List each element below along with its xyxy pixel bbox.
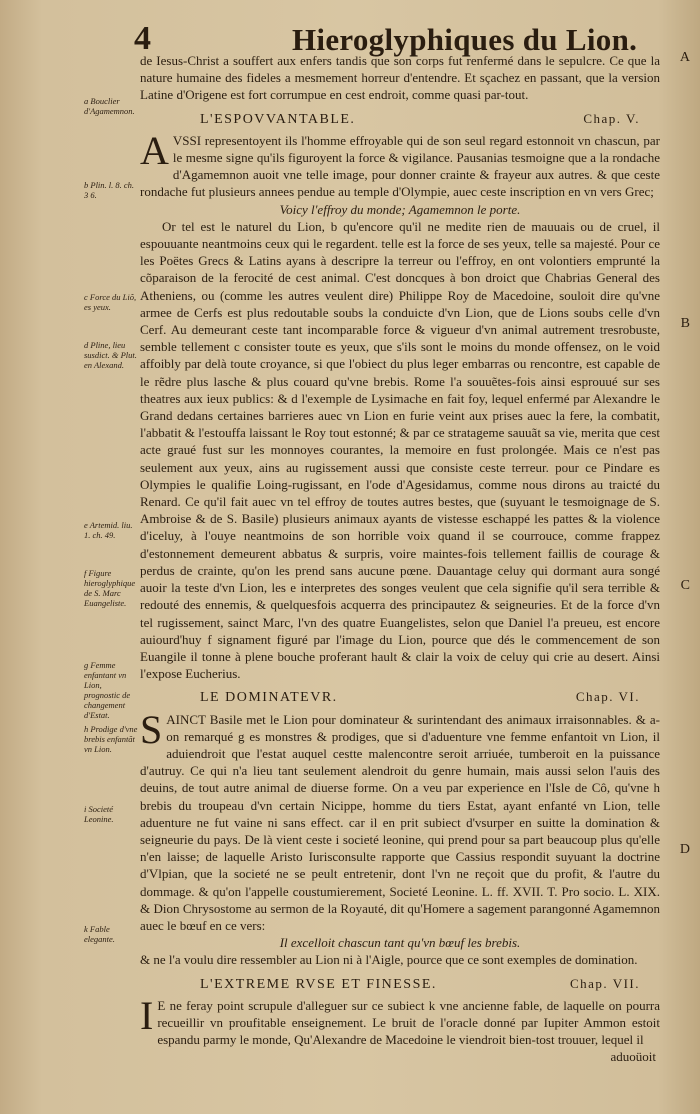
running-title: Hieroglyphiques du Lion. <box>292 22 638 57</box>
chapter-paragraph: & ne l'a voulu dire ressembler au Lion ni à l'Aigle, pource que ce sont exemples de domination. <box>140 952 638 968</box>
chapter-heading <box>140 688 660 706</box>
margin-letter-d: D <box>679 842 690 857</box>
margin-note: a Bouclier d'Agamemnon. <box>84 96 135 116</box>
margin-letter-c: C <box>680 578 690 593</box>
catchword: aduoüoit <box>610 1049 656 1065</box>
chapter-number: Chap. VI. <box>575 689 640 705</box>
chapter-title: L'ESPOVVANTABLE. <box>200 111 356 127</box>
paragraph-text: VSSI representoyent ils l'homme effroyable qui de son seul regard estonnoit vn chascun, par le mesme signe qu'ils figuroyent la force & vigilance. Pausanias tesmoigne que a la rondache d'Agamemnon auoit vne telle image, pour donner crainte & frayeur aux autres. & que ceste rondache fut plusieurs annees pendue au temple d'Olympie, auec ceste inscription en vn vers Grec; <box>140 132 660 200</box>
margin-note: i Societé Leonine. <box>84 804 114 824</box>
chapter-paragraph <box>140 127 660 201</box>
chapter-title: LE DOMINATEVR. <box>200 690 338 706</box>
chapter-number: Chap. V. <box>583 110 640 126</box>
intro-paragraph: de Iesus-Christ a souffert aux enfers tandis que son corps fut renfermé dans le sepulcre. Ce que la nature humaine des fideles a mesmement horreur d'entendre. Et sçachez en passant, que la version Latine d'Origene est fort corrumpue en cest endroit, comme quasi par-tout. <box>140 53 660 103</box>
drop-cap: S <box>140 706 163 752</box>
page-number: 4 <box>134 20 151 57</box>
page-header <box>130 14 680 57</box>
chapter-paragraph: Or tel est le naturel du Lion, b qu'encore qu'il ne medite rien de mauuais ou de cruel, il espouuante neantmoins ceux qui le regardent. telle est la force de ses yeux, telle sa majesté. Pour ce les Poëtes Grecs & Latins ayans à descripre la terreur ou l'effroy, en ont volontiers emprunté la cõparaison de la ferocité de cest animal. C'est doncques à bon droict que Chabrias General des Atheniens, ou (comme les autres veulent dire) Philippe Roy de Macedoine, souloit dire qu'vne armee de Cerfs est plus redoutable soubs la conduicte d'vn Lion, que de Lions soubs celle d'vn Cerf. Au demeurant ceste tant incomparable force & vigueur d'vn animal autrement tresrobuste, semble tellement c consister toute es yeux, que s'ils sont le moins du monde offensez, on le void affoibly par delà toute croyance, si que l'obiect du plus leger embarras ou rencontre, est capable de le rẽdre plus lasche & plus couard qu'vne brebis. Rome l'a souuẽtes-fois ainsi esprouué sur ses theatres aux ieux publics: & d l'exemple de Lysimache en fait foy, lequel enfermé par Alexandre le Grand dedans certaines barrieres auec vn Lion en furie veint aux prises auec la fere, la combatit, l'abbatit & l'estouffa laissant le Roy tout estonné; & par ce stratageme sauuãt sa vie, merita que cest acte graué fust sur les monnoyes courantes, la memoire en fust prolongée. Mais ce n'est pas seulement aux yeux, ains au rugissement aussi que consiste ceste terreur. pour ce Pindare es Olympies le qualifie Loing-rugissant, en l'ode d'Agesidamus, comme nous dirons au traicté du Renard. Ce qu'il fait auec vn tel effroy de toutes autres bestes, que (suyuant le tesmoignage de S. Ambroise & de S. Basile) plusieurs animaux ayants de vistesse eschappé les pattes & la violence d'iceluy, à l'ouye neantmoins de son horrible voix quand il se courrouce, comme frappez d'estonnement demeurent abbatus & surpris, voire maintes-fois tellement faillis de courage & perdus de crainte, qu'on les prend sans aucune pœne. Dauantage celuy qui dormant aura songé auoir la teste d'vn Lion, les e interpretes des songes veulent que cela signifie qu'il sera terrible & redouté des ennemis, & quelquesfois acquerra des principautez & seigneuries. Et de la force d'vn tel rugissement, sainct Marc, l'vn des quatre Euangelistes, selon que Daniel l'a preueu, est encore auiourd'huy f signament figuré par l'image du Lion, pource que dés le commencement de son Euangile il tonne à plene bouche proferant hault & clair la voix de celuy qui crie au desert. Ainsi l'expose Eucherius. <box>140 218 660 682</box>
paragraph-text: AINCT Basile met le Lion pour dominateur & surintendant des animaux irraisonnables. & a-on remarqué g es monstres & prodiges, que si d'aduenture vne femme enfantoit vn Lion, il aduiendroit que l'estat auquel cestte malencontre seroit arriuée, tumberoit en la puissance d'autruy. Ce qui n'a lieu tant seulement alendroit du genre humain, mais aussi selon l'auis des deuins, de tout autre animal de diuerse forme. On a veu par experience en l'Isle de Cô, qu'vne h brebis du troupeau d'vn certain Nicippe, homme du tiers Estat, ayant enfanté vn Lion, telle aduenture ne fut vaine ni sans effect. car il en prit subiect d'vsurper en suitte la domination & seigneurie du pays. De là vient ceste i societé leonine, qui prend pour sa part beaucoup plus qu'elle n'en laisse; de laquelle Aristo Iurisconsulte rapporte que Cassius respondit suyuant la doctrine d'Vlpian, que la societé ne se peult entretenir, dont l'vn ne reçoit que du profit, & l'autre du dommage. & qu'on l'appelle coustumierement, Societé Leonine. L. ff. XVII. T. Pro socio. L. XIX. & Dion Chrysostome au sermon de la Royauté, dit qu'Homere a sagement parangonné Agamemnon auec le bœuf en ce vers: <box>140 711 660 933</box>
chapter-heading <box>140 975 660 993</box>
verse-caption: Voicy l'effroy du monde; Agamemnon le porte. <box>279 201 521 217</box>
paragraph-text: E ne feray point scrupule d'alleguer sur ce subiect k vne ancienne fable, de laquelle on pourra recueillir vn proufitable enseignement. Le bruit de l'oracle donné par Iupiter Ammon estoit espandu parmy le monde, Qu'Alexandre de Macedoine le viendroit bien-tost trouuer, lequel il <box>157 997 660 1048</box>
margin-letter-a: A <box>679 50 690 65</box>
margin-note: e Artemid. liu. 1. ch. 49. <box>84 520 133 540</box>
chapter-paragraph <box>140 992 660 1049</box>
margin-note: k Fable elegante. <box>84 924 115 944</box>
chapter-paragraph <box>140 706 660 935</box>
chapter-heading <box>140 110 660 128</box>
chapter-number: Chap. VII. <box>569 975 640 991</box>
drop-cap: A <box>140 127 169 173</box>
margin-letter-b: B <box>680 316 690 331</box>
margin-note: b Plin. l. 8. ch. 3 6. <box>84 180 135 200</box>
margin-note: h Prodige d'vne brebis enfantãt vn Lion. <box>84 724 138 754</box>
margin-note: f Figure hieroglyphique de S. Marc Euangeliste. <box>84 568 136 608</box>
margin-note: d Pline, lieu susdict. & Plut. en Alexand. <box>84 340 137 370</box>
drop-cap: I <box>140 992 154 1038</box>
margin-note: c Force du Liõ, es yeux. <box>84 292 137 312</box>
chapter-title: L'EXTREME RVSE ET FINESSE. <box>200 976 437 992</box>
page-body <box>140 52 660 1066</box>
verse-caption: Il excelloit chascun tant qu'vn bœuf les brebis. <box>279 935 521 951</box>
margin-note: g Femme enfantant vn Lion, prognostic de changement d'Estat. <box>84 660 131 720</box>
